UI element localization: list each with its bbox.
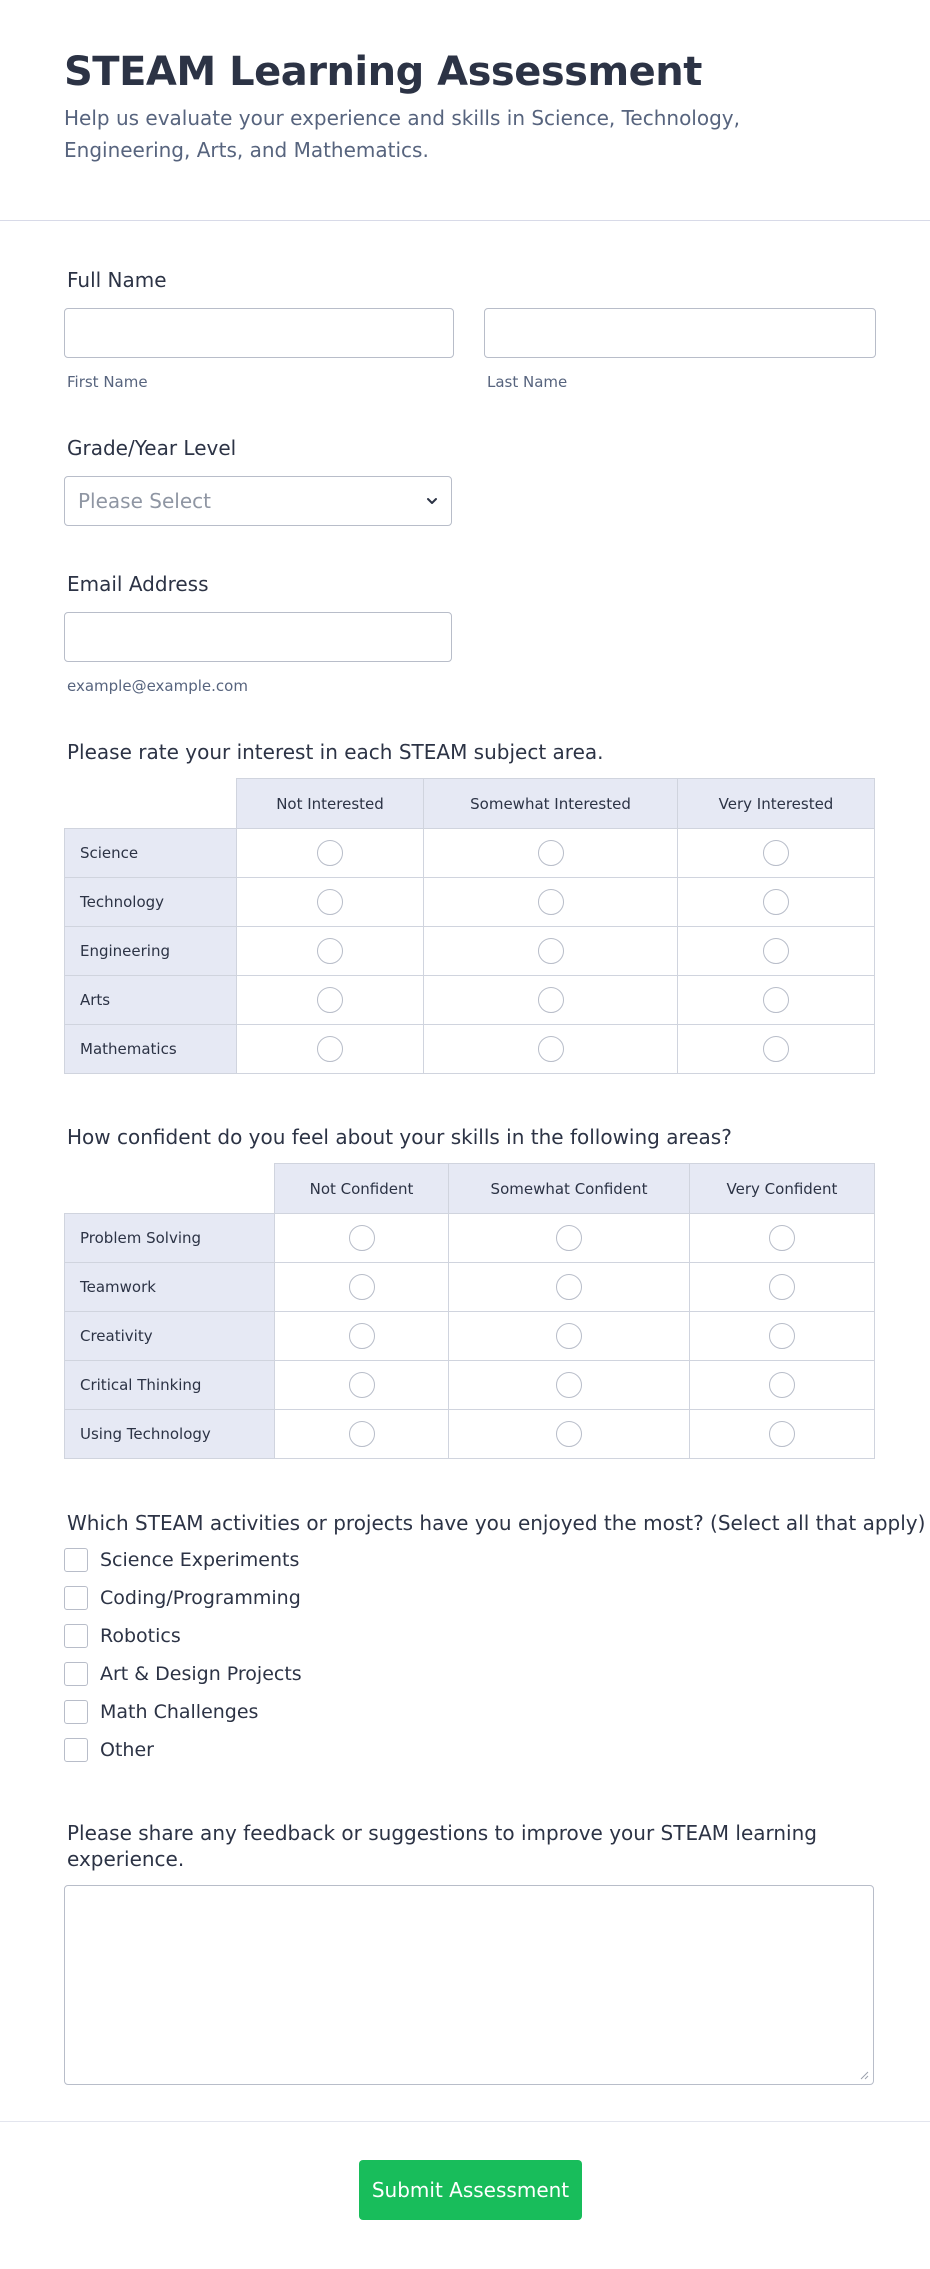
interest-row-label: Mathematics xyxy=(65,1025,237,1074)
confidence-row-label: Using Technology xyxy=(65,1410,275,1459)
confidence-radio[interactable] xyxy=(769,1372,795,1398)
confidence-matrix-cell xyxy=(275,1312,449,1361)
confidence-matrix-header xyxy=(65,1164,875,1214)
confidence-radio[interactable] xyxy=(349,1274,375,1300)
interest-radio[interactable] xyxy=(763,987,789,1013)
interest-matrix-cell xyxy=(678,976,875,1025)
interest-radio[interactable] xyxy=(538,938,564,964)
confidence-radio[interactable] xyxy=(349,1372,375,1398)
activities-question xyxy=(64,1511,925,1769)
page-subtitle: Help us evaluate your experience and skills in Science, Technology, Engineering, Arts, and Mathematics. xyxy=(64,106,740,162)
confidence-matrix xyxy=(64,1163,875,1459)
activity-checkbox[interactable] xyxy=(64,1662,88,1686)
activity-option[interactable] xyxy=(64,1579,925,1617)
confidence-matrix-cell xyxy=(275,1361,449,1410)
feedback-question xyxy=(64,1820,876,2085)
confidence-matrix-cell xyxy=(690,1361,875,1410)
grade-label: Grade/Year Level xyxy=(67,436,237,460)
grade-select[interactable] xyxy=(64,476,452,526)
confidence-radio[interactable] xyxy=(556,1372,582,1398)
interest-matrix-row xyxy=(65,829,875,878)
interest-col-header: Not Interested xyxy=(237,779,424,829)
confidence-radio[interactable] xyxy=(556,1323,582,1349)
form-footer xyxy=(0,2121,930,2269)
interest-matrix-row xyxy=(65,976,875,1025)
activity-checkbox[interactable] xyxy=(64,1738,88,1762)
interest-matrix-cell xyxy=(424,878,678,927)
activity-option-label: Science Experiments xyxy=(100,1549,300,1571)
feedback-question-label: Please share any feedback or suggestions to improve your STEAM learning experience. xyxy=(67,1821,817,1871)
activity-checkbox[interactable] xyxy=(64,1700,88,1724)
interest-radio[interactable] xyxy=(763,1036,789,1062)
activity-option-label: Art & Design Projects xyxy=(100,1663,302,1685)
resize-handle-icon[interactable] xyxy=(859,2070,869,2080)
confidence-radio[interactable] xyxy=(769,1225,795,1251)
interest-matrix xyxy=(64,778,875,1074)
interest-matrix-cell xyxy=(678,829,875,878)
interest-radio[interactable] xyxy=(763,840,789,866)
feedback-textarea[interactable] xyxy=(64,1885,874,2085)
interest-matrix-row xyxy=(65,1025,875,1074)
interest-matrix-cell xyxy=(237,976,424,1025)
confidence-col-header: Very Confident xyxy=(690,1164,875,1214)
interest-question-label: Please rate your interest in each STEAM subject area. xyxy=(67,740,604,764)
confidence-row-label: Problem Solving xyxy=(65,1214,275,1263)
first-name-sublabel: First Name xyxy=(67,373,148,391)
confidence-radio[interactable] xyxy=(349,1225,375,1251)
confidence-row-label: Teamwork xyxy=(65,1263,275,1312)
confidence-row-label: Creativity xyxy=(65,1312,275,1361)
confidence-matrix-cell xyxy=(690,1214,875,1263)
interest-matrix-row xyxy=(65,927,875,976)
email-sublabel: example@example.com xyxy=(67,677,248,695)
interest-radio[interactable] xyxy=(317,938,343,964)
confidence-matrix-row xyxy=(65,1214,875,1263)
interest-matrix-cell xyxy=(424,1025,678,1074)
interest-matrix-cell xyxy=(424,829,678,878)
last-name-sublabel: Last Name xyxy=(487,373,568,391)
last-name-input[interactable] xyxy=(484,308,876,358)
confidence-matrix-cell xyxy=(449,1263,690,1312)
confidence-matrix-cell xyxy=(275,1410,449,1459)
interest-matrix-cell xyxy=(424,927,678,976)
grade-field xyxy=(64,436,452,526)
interest-col-header: Somewhat Interested xyxy=(424,779,678,829)
activity-checkbox[interactable] xyxy=(64,1624,88,1648)
page-title: STEAM Learning Assessment xyxy=(64,49,702,95)
confidence-matrix-cell xyxy=(449,1410,690,1459)
activity-option-label: Coding/Programming xyxy=(100,1587,301,1609)
confidence-question-label: How confident do you feel about your skills in the following areas? xyxy=(67,1125,732,1149)
interest-matrix-cell xyxy=(237,927,424,976)
activities-list xyxy=(64,1541,925,1769)
confidence-matrix-row xyxy=(65,1312,875,1361)
form-header xyxy=(0,0,930,221)
grade-select-placeholder: Please Select xyxy=(78,489,211,513)
confidence-matrix-cell xyxy=(449,1361,690,1410)
activity-option[interactable] xyxy=(64,1655,925,1693)
confidence-matrix-row xyxy=(65,1410,875,1459)
matrix-corner xyxy=(65,1164,275,1214)
full-name-label: Full Name xyxy=(67,268,167,292)
confidence-matrix-cell xyxy=(690,1410,875,1459)
confidence-matrix-cell xyxy=(275,1214,449,1263)
activity-option-label: Math Challenges xyxy=(100,1701,259,1723)
activity-option-label: Robotics xyxy=(100,1625,181,1647)
confidence-radio[interactable] xyxy=(769,1274,795,1300)
interest-radio[interactable] xyxy=(763,889,789,915)
activity-option-label: Other xyxy=(100,1739,154,1761)
confidence-matrix-cell xyxy=(690,1263,875,1312)
confidence-matrix-row xyxy=(65,1361,875,1410)
matrix-corner xyxy=(65,779,237,829)
confidence-radio[interactable] xyxy=(556,1421,582,1447)
confidence-col-header: Not Confident xyxy=(275,1164,449,1214)
confidence-matrix-cell xyxy=(275,1263,449,1312)
interest-matrix-header xyxy=(65,779,875,829)
interest-radio[interactable] xyxy=(763,938,789,964)
interest-radio[interactable] xyxy=(538,889,564,915)
activity-checkbox[interactable] xyxy=(64,1548,88,1572)
activity-option[interactable] xyxy=(64,1693,925,1731)
activity-option[interactable] xyxy=(64,1731,925,1769)
activities-question-label: Which STEAM activities or projects have you enjoyed the most? (Select all that apply) xyxy=(67,1511,926,1535)
confidence-radio[interactable] xyxy=(349,1421,375,1447)
interest-col-header: Very Interested xyxy=(678,779,875,829)
confidence-radio[interactable] xyxy=(769,1323,795,1349)
interest-row-label: Science xyxy=(65,829,237,878)
activity-checkbox[interactable] xyxy=(64,1586,88,1610)
confidence-matrix-cell xyxy=(449,1312,690,1361)
interest-row-label: Engineering xyxy=(65,927,237,976)
confidence-radio[interactable] xyxy=(349,1323,375,1349)
interest-radio[interactable] xyxy=(317,840,343,866)
interest-radio[interactable] xyxy=(538,1036,564,1062)
email-input[interactable] xyxy=(64,612,452,662)
confidence-radio[interactable] xyxy=(769,1421,795,1447)
interest-row-label: Arts xyxy=(65,976,237,1025)
confidence-question xyxy=(64,1125,875,1459)
interest-matrix-row xyxy=(65,878,875,927)
interest-radio[interactable] xyxy=(317,1036,343,1062)
interest-question xyxy=(64,740,875,1074)
confidence-matrix-row xyxy=(65,1263,875,1312)
email-label: Email Address xyxy=(67,572,209,596)
email-field xyxy=(64,572,452,695)
activity-option[interactable] xyxy=(64,1617,925,1655)
interest-radio[interactable] xyxy=(538,840,564,866)
full-name-field xyxy=(64,268,876,391)
interest-radio[interactable] xyxy=(538,987,564,1013)
interest-row-label: Technology xyxy=(65,878,237,927)
chevron-down-icon xyxy=(425,494,439,508)
interest-matrix-cell xyxy=(424,976,678,1025)
confidence-radio[interactable] xyxy=(556,1225,582,1251)
confidence-radio[interactable] xyxy=(556,1274,582,1300)
submit-button[interactable]: Submit Assessment xyxy=(359,2160,582,2220)
confidence-col-header: Somewhat Confident xyxy=(449,1164,690,1214)
interest-matrix-cell xyxy=(237,1025,424,1074)
interest-matrix-cell xyxy=(237,829,424,878)
confidence-row-label: Critical Thinking xyxy=(65,1361,275,1410)
interest-matrix-cell xyxy=(678,927,875,976)
interest-matrix-cell xyxy=(678,1025,875,1074)
interest-radio[interactable] xyxy=(317,889,343,915)
interest-matrix-cell xyxy=(237,878,424,927)
interest-radio[interactable] xyxy=(317,987,343,1013)
interest-matrix-cell xyxy=(678,878,875,927)
activity-option[interactable] xyxy=(64,1541,925,1579)
first-name-input[interactable] xyxy=(64,308,454,358)
confidence-matrix-cell xyxy=(690,1312,875,1361)
confidence-matrix-cell xyxy=(449,1214,690,1263)
